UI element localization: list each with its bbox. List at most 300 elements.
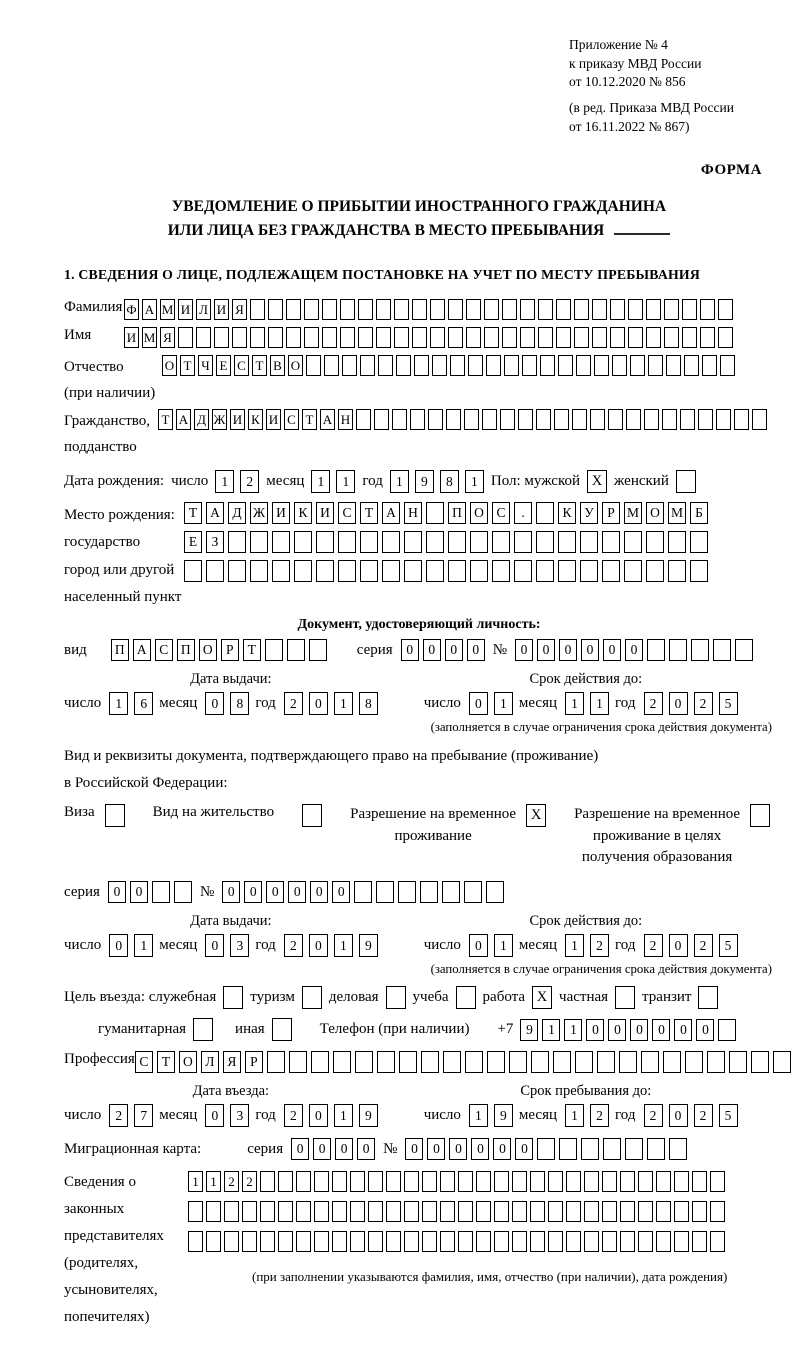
- char-cell[interactable]: [646, 299, 661, 320]
- res-issue-year-cells[interactable]: [284, 934, 378, 957]
- char-cell[interactable]: 0: [515, 1138, 533, 1160]
- char-cell[interactable]: [558, 560, 576, 582]
- char-cell[interactable]: 0: [630, 1019, 648, 1041]
- char-cell[interactable]: [466, 327, 481, 348]
- char-cell[interactable]: 1: [134, 934, 153, 957]
- char-cell[interactable]: [700, 327, 715, 348]
- char-cell[interactable]: 0: [288, 881, 306, 903]
- char-cell[interactable]: [242, 1201, 257, 1222]
- char-cell[interactable]: 9: [359, 1104, 378, 1127]
- char-cell[interactable]: [354, 881, 372, 903]
- char-cell[interactable]: [729, 1051, 747, 1073]
- char-cell[interactable]: [442, 881, 460, 903]
- char-cell[interactable]: 0: [309, 1104, 328, 1127]
- char-cell[interactable]: 0: [608, 1019, 626, 1041]
- char-cell[interactable]: [340, 299, 355, 320]
- char-cell[interactable]: 9: [359, 934, 378, 957]
- char-cell[interactable]: А: [382, 502, 400, 524]
- char-cell[interactable]: Н: [338, 409, 353, 430]
- char-cell[interactable]: [196, 327, 211, 348]
- entry-year-cells[interactable]: [284, 1104, 378, 1127]
- char-cell[interactable]: [386, 1231, 401, 1252]
- char-cell[interactable]: А: [133, 639, 151, 661]
- char-cell[interactable]: 0: [205, 934, 224, 957]
- char-cell[interactable]: 2: [240, 470, 259, 493]
- char-cell[interactable]: [500, 409, 515, 430]
- char-cell[interactable]: С: [155, 639, 173, 661]
- char-cell[interactable]: [304, 299, 319, 320]
- stay-month-cells[interactable]: [565, 1104, 609, 1127]
- char-cell[interactable]: [399, 1051, 417, 1073]
- char-cell[interactable]: 2: [284, 692, 303, 715]
- char-cell[interactable]: [450, 355, 465, 376]
- representatives-row2-cells[interactable]: [188, 1201, 727, 1222]
- char-cell[interactable]: [710, 1201, 725, 1222]
- entry-month-cells[interactable]: [205, 1104, 249, 1127]
- char-cell[interactable]: [260, 1201, 275, 1222]
- char-cell[interactable]: 0: [537, 639, 555, 661]
- char-cell[interactable]: 0: [309, 692, 328, 715]
- char-cell[interactable]: 0: [427, 1138, 445, 1160]
- entry-day-cells[interactable]: [109, 1104, 153, 1127]
- char-cell[interactable]: 2: [694, 692, 713, 715]
- doc-issue-day-cells[interactable]: [109, 692, 153, 715]
- char-cell[interactable]: С: [284, 409, 299, 430]
- char-cell[interactable]: [685, 1051, 703, 1073]
- male-checkbox[interactable]: X: [587, 470, 607, 493]
- char-cell[interactable]: [584, 1201, 599, 1222]
- char-cell[interactable]: [260, 1231, 275, 1252]
- char-cell[interactable]: [682, 299, 697, 320]
- char-cell[interactable]: [356, 409, 371, 430]
- char-cell[interactable]: [592, 327, 607, 348]
- char-cell[interactable]: [342, 355, 357, 376]
- char-cell[interactable]: М: [160, 299, 175, 320]
- char-cell[interactable]: 7: [134, 1104, 153, 1127]
- char-cell[interactable]: Ж: [212, 409, 227, 430]
- char-cell[interactable]: 1: [206, 1171, 221, 1192]
- char-cell[interactable]: [597, 1051, 615, 1073]
- char-cell[interactable]: 1: [188, 1171, 203, 1192]
- char-cell[interactable]: Л: [201, 1051, 219, 1073]
- char-cell[interactable]: [630, 355, 645, 376]
- char-cell[interactable]: [386, 1171, 401, 1192]
- char-cell[interactable]: 1: [469, 1104, 488, 1127]
- res-issue-month-cells[interactable]: [205, 934, 249, 957]
- char-cell[interactable]: 0: [471, 1138, 489, 1160]
- char-cell[interactable]: 8: [359, 692, 378, 715]
- char-cell[interactable]: [610, 327, 625, 348]
- char-cell[interactable]: О: [470, 502, 488, 524]
- char-cell[interactable]: Ж: [250, 502, 268, 524]
- char-cell[interactable]: [382, 531, 400, 553]
- char-cell[interactable]: [242, 1231, 257, 1252]
- char-cell[interactable]: [669, 1138, 687, 1160]
- char-cell[interactable]: 0: [559, 639, 577, 661]
- char-cell[interactable]: [663, 1051, 681, 1073]
- char-cell[interactable]: 9: [494, 1104, 513, 1127]
- char-cell[interactable]: [296, 1171, 311, 1192]
- char-cell[interactable]: [669, 639, 687, 661]
- char-cell[interactable]: [476, 1171, 491, 1192]
- char-cell[interactable]: [268, 327, 283, 348]
- surname-cells[interactable]: [124, 299, 733, 320]
- purpose-work-checkbox[interactable]: X: [532, 986, 552, 1009]
- char-cell[interactable]: [394, 327, 409, 348]
- char-cell[interactable]: Ф: [124, 299, 139, 320]
- char-cell[interactable]: [332, 1201, 347, 1222]
- char-cell[interactable]: С: [234, 355, 249, 376]
- char-cell[interactable]: [428, 409, 443, 430]
- purpose-official-checkbox[interactable]: [223, 986, 243, 1009]
- char-cell[interactable]: [487, 1051, 505, 1073]
- char-cell[interactable]: 0: [669, 692, 688, 715]
- char-cell[interactable]: 0: [222, 881, 240, 903]
- char-cell[interactable]: [250, 327, 265, 348]
- char-cell[interactable]: [692, 1231, 707, 1252]
- char-cell[interactable]: [656, 1201, 671, 1222]
- char-cell[interactable]: [368, 1171, 383, 1192]
- char-cell[interactable]: 0: [696, 1019, 714, 1041]
- char-cell[interactable]: А: [320, 409, 335, 430]
- char-cell[interactable]: [174, 881, 192, 903]
- char-cell[interactable]: [386, 1201, 401, 1222]
- char-cell[interactable]: [324, 355, 339, 376]
- char-cell[interactable]: [432, 355, 447, 376]
- char-cell[interactable]: Т: [302, 409, 317, 430]
- char-cell[interactable]: [628, 327, 643, 348]
- char-cell[interactable]: [466, 299, 481, 320]
- char-cell[interactable]: Д: [194, 409, 209, 430]
- char-cell[interactable]: [294, 560, 312, 582]
- char-cell[interactable]: [422, 1201, 437, 1222]
- char-cell[interactable]: [556, 327, 571, 348]
- char-cell[interactable]: [566, 1171, 581, 1192]
- char-cell[interactable]: [296, 1201, 311, 1222]
- char-cell[interactable]: [188, 1201, 203, 1222]
- char-cell[interactable]: [540, 355, 555, 376]
- char-cell[interactable]: 0: [401, 639, 419, 661]
- char-cell[interactable]: А: [176, 409, 191, 430]
- char-cell[interactable]: [360, 355, 375, 376]
- mig-number-cells[interactable]: [405, 1138, 687, 1160]
- char-cell[interactable]: [662, 409, 677, 430]
- char-cell[interactable]: [608, 409, 623, 430]
- char-cell[interactable]: [304, 327, 319, 348]
- char-cell[interactable]: [358, 327, 373, 348]
- char-cell[interactable]: [448, 531, 466, 553]
- char-cell[interactable]: [502, 299, 517, 320]
- char-cell[interactable]: 1: [494, 934, 513, 957]
- char-cell[interactable]: [448, 299, 463, 320]
- char-cell[interactable]: [476, 1201, 491, 1222]
- char-cell[interactable]: И: [178, 299, 193, 320]
- char-cell[interactable]: Е: [184, 531, 202, 553]
- char-cell[interactable]: 1: [336, 470, 355, 493]
- char-cell[interactable]: 0: [309, 934, 328, 957]
- char-cell[interactable]: [322, 299, 337, 320]
- char-cell[interactable]: [536, 560, 554, 582]
- char-cell[interactable]: К: [294, 502, 312, 524]
- char-cell[interactable]: [710, 1171, 725, 1192]
- char-cell[interactable]: [574, 327, 589, 348]
- char-cell[interactable]: [188, 1231, 203, 1252]
- char-cell[interactable]: [368, 1231, 383, 1252]
- char-cell[interactable]: 0: [674, 1019, 692, 1041]
- char-cell[interactable]: [641, 1051, 659, 1073]
- char-cell[interactable]: [311, 1051, 329, 1073]
- char-cell[interactable]: [698, 409, 713, 430]
- char-cell[interactable]: [594, 355, 609, 376]
- char-cell[interactable]: [206, 560, 224, 582]
- char-cell[interactable]: [664, 299, 679, 320]
- char-cell[interactable]: [260, 1171, 275, 1192]
- char-cell[interactable]: [272, 531, 290, 553]
- char-cell[interactable]: М: [142, 327, 157, 348]
- char-cell[interactable]: 0: [205, 692, 224, 715]
- char-cell[interactable]: [530, 1171, 545, 1192]
- char-cell[interactable]: [718, 327, 733, 348]
- char-cell[interactable]: [646, 560, 664, 582]
- char-cell[interactable]: [484, 327, 499, 348]
- char-cell[interactable]: Б: [690, 502, 708, 524]
- char-cell[interactable]: 5: [719, 692, 738, 715]
- char-cell[interactable]: 0: [357, 1138, 375, 1160]
- char-cell[interactable]: [374, 409, 389, 430]
- char-cell[interactable]: [338, 531, 356, 553]
- char-cell[interactable]: [443, 1051, 461, 1073]
- char-cell[interactable]: 2: [590, 1104, 609, 1127]
- char-cell[interactable]: [350, 1171, 365, 1192]
- char-cell[interactable]: 1: [494, 692, 513, 715]
- firstname-cells[interactable]: [124, 327, 733, 348]
- char-cell[interactable]: 0: [469, 692, 488, 715]
- char-cell[interactable]: 5: [719, 1104, 738, 1127]
- char-cell[interactable]: [376, 299, 391, 320]
- char-cell[interactable]: 0: [493, 1138, 511, 1160]
- char-cell[interactable]: 3: [230, 934, 249, 957]
- char-cell[interactable]: [504, 355, 519, 376]
- char-cell[interactable]: [426, 560, 444, 582]
- char-cell[interactable]: 0: [291, 1138, 309, 1160]
- char-cell[interactable]: [580, 531, 598, 553]
- char-cell[interactable]: 0: [109, 934, 128, 957]
- char-cell[interactable]: [306, 355, 321, 376]
- char-cell[interactable]: О: [288, 355, 303, 376]
- char-cell[interactable]: [509, 1051, 527, 1073]
- char-cell[interactable]: [420, 881, 438, 903]
- temp-permit-checkbox[interactable]: X: [526, 804, 546, 827]
- char-cell[interactable]: [482, 409, 497, 430]
- char-cell[interactable]: [314, 1231, 329, 1252]
- char-cell[interactable]: 2: [109, 1104, 128, 1127]
- char-cell[interactable]: [287, 639, 305, 661]
- char-cell[interactable]: [576, 355, 591, 376]
- char-cell[interactable]: Е: [216, 355, 231, 376]
- char-cell[interactable]: [668, 560, 686, 582]
- char-cell[interactable]: [512, 1171, 527, 1192]
- char-cell[interactable]: 1: [542, 1019, 560, 1041]
- char-cell[interactable]: 1: [565, 692, 584, 715]
- profession-cells[interactable]: [135, 1051, 791, 1073]
- char-cell[interactable]: [713, 639, 731, 661]
- char-cell[interactable]: [522, 355, 537, 376]
- char-cell[interactable]: [232, 327, 247, 348]
- char-cell[interactable]: 1: [334, 692, 353, 715]
- char-cell[interactable]: С: [338, 502, 356, 524]
- char-cell[interactable]: [464, 409, 479, 430]
- char-cell[interactable]: М: [624, 502, 642, 524]
- char-cell[interactable]: 9: [520, 1019, 538, 1041]
- char-cell[interactable]: [430, 327, 445, 348]
- char-cell[interactable]: [602, 1171, 617, 1192]
- char-cell[interactable]: 0: [266, 881, 284, 903]
- birthplace-row2-cells[interactable]: [184, 531, 708, 553]
- char-cell[interactable]: [314, 1171, 329, 1192]
- char-cell[interactable]: 2: [694, 934, 713, 957]
- char-cell[interactable]: Р: [221, 639, 239, 661]
- char-cell[interactable]: [394, 299, 409, 320]
- edu-permit-checkbox[interactable]: [750, 804, 770, 827]
- char-cell[interactable]: [278, 1201, 293, 1222]
- char-cell[interactable]: [538, 327, 553, 348]
- char-cell[interactable]: Ч: [198, 355, 213, 376]
- char-cell[interactable]: [421, 1051, 439, 1073]
- res-expiry-month-cells[interactable]: [565, 934, 609, 957]
- char-cell[interactable]: [410, 409, 425, 430]
- char-cell[interactable]: [602, 531, 620, 553]
- char-cell[interactable]: [619, 1051, 637, 1073]
- char-cell[interactable]: [396, 355, 411, 376]
- char-cell[interactable]: [656, 1231, 671, 1252]
- char-cell[interactable]: 2: [590, 934, 609, 957]
- char-cell[interactable]: И: [214, 299, 229, 320]
- char-cell[interactable]: [692, 1201, 707, 1222]
- char-cell[interactable]: У: [580, 502, 598, 524]
- char-cell[interactable]: [486, 881, 504, 903]
- char-cell[interactable]: [620, 1171, 635, 1192]
- char-cell[interactable]: [580, 560, 598, 582]
- char-cell[interactable]: [350, 1231, 365, 1252]
- char-cell[interactable]: [178, 327, 193, 348]
- char-cell[interactable]: 1: [564, 1019, 582, 1041]
- char-cell[interactable]: [228, 560, 246, 582]
- char-cell[interactable]: [620, 1231, 635, 1252]
- char-cell[interactable]: [690, 531, 708, 553]
- char-cell[interactable]: [720, 355, 735, 376]
- char-cell[interactable]: [152, 881, 170, 903]
- char-cell[interactable]: Н: [404, 502, 422, 524]
- char-cell[interactable]: [314, 1201, 329, 1222]
- char-cell[interactable]: [309, 639, 327, 661]
- char-cell[interactable]: [690, 560, 708, 582]
- char-cell[interactable]: [228, 531, 246, 553]
- stay-year-cells[interactable]: [644, 1104, 738, 1127]
- char-cell[interactable]: [398, 881, 416, 903]
- char-cell[interactable]: [458, 1171, 473, 1192]
- char-cell[interactable]: [656, 1171, 671, 1192]
- char-cell[interactable]: [512, 1231, 527, 1252]
- char-cell[interactable]: В: [270, 355, 285, 376]
- char-cell[interactable]: А: [206, 502, 224, 524]
- char-cell[interactable]: 0: [335, 1138, 353, 1160]
- char-cell[interactable]: [514, 560, 532, 582]
- char-cell[interactable]: [610, 299, 625, 320]
- char-cell[interactable]: [440, 1171, 455, 1192]
- char-cell[interactable]: [486, 355, 501, 376]
- char-cell[interactable]: П: [448, 502, 466, 524]
- char-cell[interactable]: О: [179, 1051, 197, 1073]
- char-cell[interactable]: [268, 299, 283, 320]
- char-cell[interactable]: 0: [603, 639, 621, 661]
- char-cell[interactable]: 0: [423, 639, 441, 661]
- char-cell[interactable]: [458, 1231, 473, 1252]
- char-cell[interactable]: [514, 531, 532, 553]
- char-cell[interactable]: [646, 327, 661, 348]
- char-cell[interactable]: [184, 560, 202, 582]
- char-cell[interactable]: [707, 1051, 725, 1073]
- char-cell[interactable]: 0: [469, 934, 488, 957]
- char-cell[interactable]: [378, 355, 393, 376]
- char-cell[interactable]: [537, 1138, 555, 1160]
- char-cell[interactable]: 0: [625, 639, 643, 661]
- char-cell[interactable]: [710, 1231, 725, 1252]
- char-cell[interactable]: 2: [284, 1104, 303, 1127]
- char-cell[interactable]: 0: [130, 881, 148, 903]
- char-cell[interactable]: [603, 1138, 621, 1160]
- char-cell[interactable]: [440, 1231, 455, 1252]
- char-cell[interactable]: 0: [669, 1104, 688, 1127]
- char-cell[interactable]: [206, 1201, 221, 1222]
- char-cell[interactable]: [267, 1051, 285, 1073]
- char-cell[interactable]: [638, 1171, 653, 1192]
- birthplace-row3-cells[interactable]: [184, 560, 708, 582]
- char-cell[interactable]: 1: [215, 470, 234, 493]
- char-cell[interactable]: [360, 560, 378, 582]
- char-cell[interactable]: [476, 1231, 491, 1252]
- char-cell[interactable]: С: [135, 1051, 153, 1073]
- char-cell[interactable]: 0: [586, 1019, 604, 1041]
- char-cell[interactable]: 8: [230, 692, 249, 715]
- char-cell[interactable]: [648, 355, 663, 376]
- char-cell[interactable]: [553, 1051, 571, 1073]
- char-cell[interactable]: [470, 531, 488, 553]
- char-cell[interactable]: 0: [310, 881, 328, 903]
- char-cell[interactable]: 2: [644, 692, 663, 715]
- char-cell[interactable]: [316, 560, 334, 582]
- char-cell[interactable]: 2: [224, 1171, 239, 1192]
- char-cell[interactable]: [250, 299, 265, 320]
- char-cell[interactable]: [556, 299, 571, 320]
- char-cell[interactable]: [446, 409, 461, 430]
- char-cell[interactable]: [734, 409, 749, 430]
- char-cell[interactable]: [494, 1201, 509, 1222]
- char-cell[interactable]: [464, 881, 482, 903]
- char-cell[interactable]: [518, 409, 533, 430]
- char-cell[interactable]: [430, 299, 445, 320]
- char-cell[interactable]: [440, 1201, 455, 1222]
- char-cell[interactable]: [647, 639, 665, 661]
- char-cell[interactable]: [647, 1138, 665, 1160]
- char-cell[interactable]: [554, 409, 569, 430]
- char-cell[interactable]: [350, 1201, 365, 1222]
- char-cell[interactable]: 6: [134, 692, 153, 715]
- char-cell[interactable]: [566, 1201, 581, 1222]
- char-cell[interactable]: [494, 1231, 509, 1252]
- char-cell[interactable]: 1: [565, 1104, 584, 1127]
- char-cell[interactable]: [638, 1201, 653, 1222]
- mig-series-cells[interactable]: [291, 1138, 375, 1160]
